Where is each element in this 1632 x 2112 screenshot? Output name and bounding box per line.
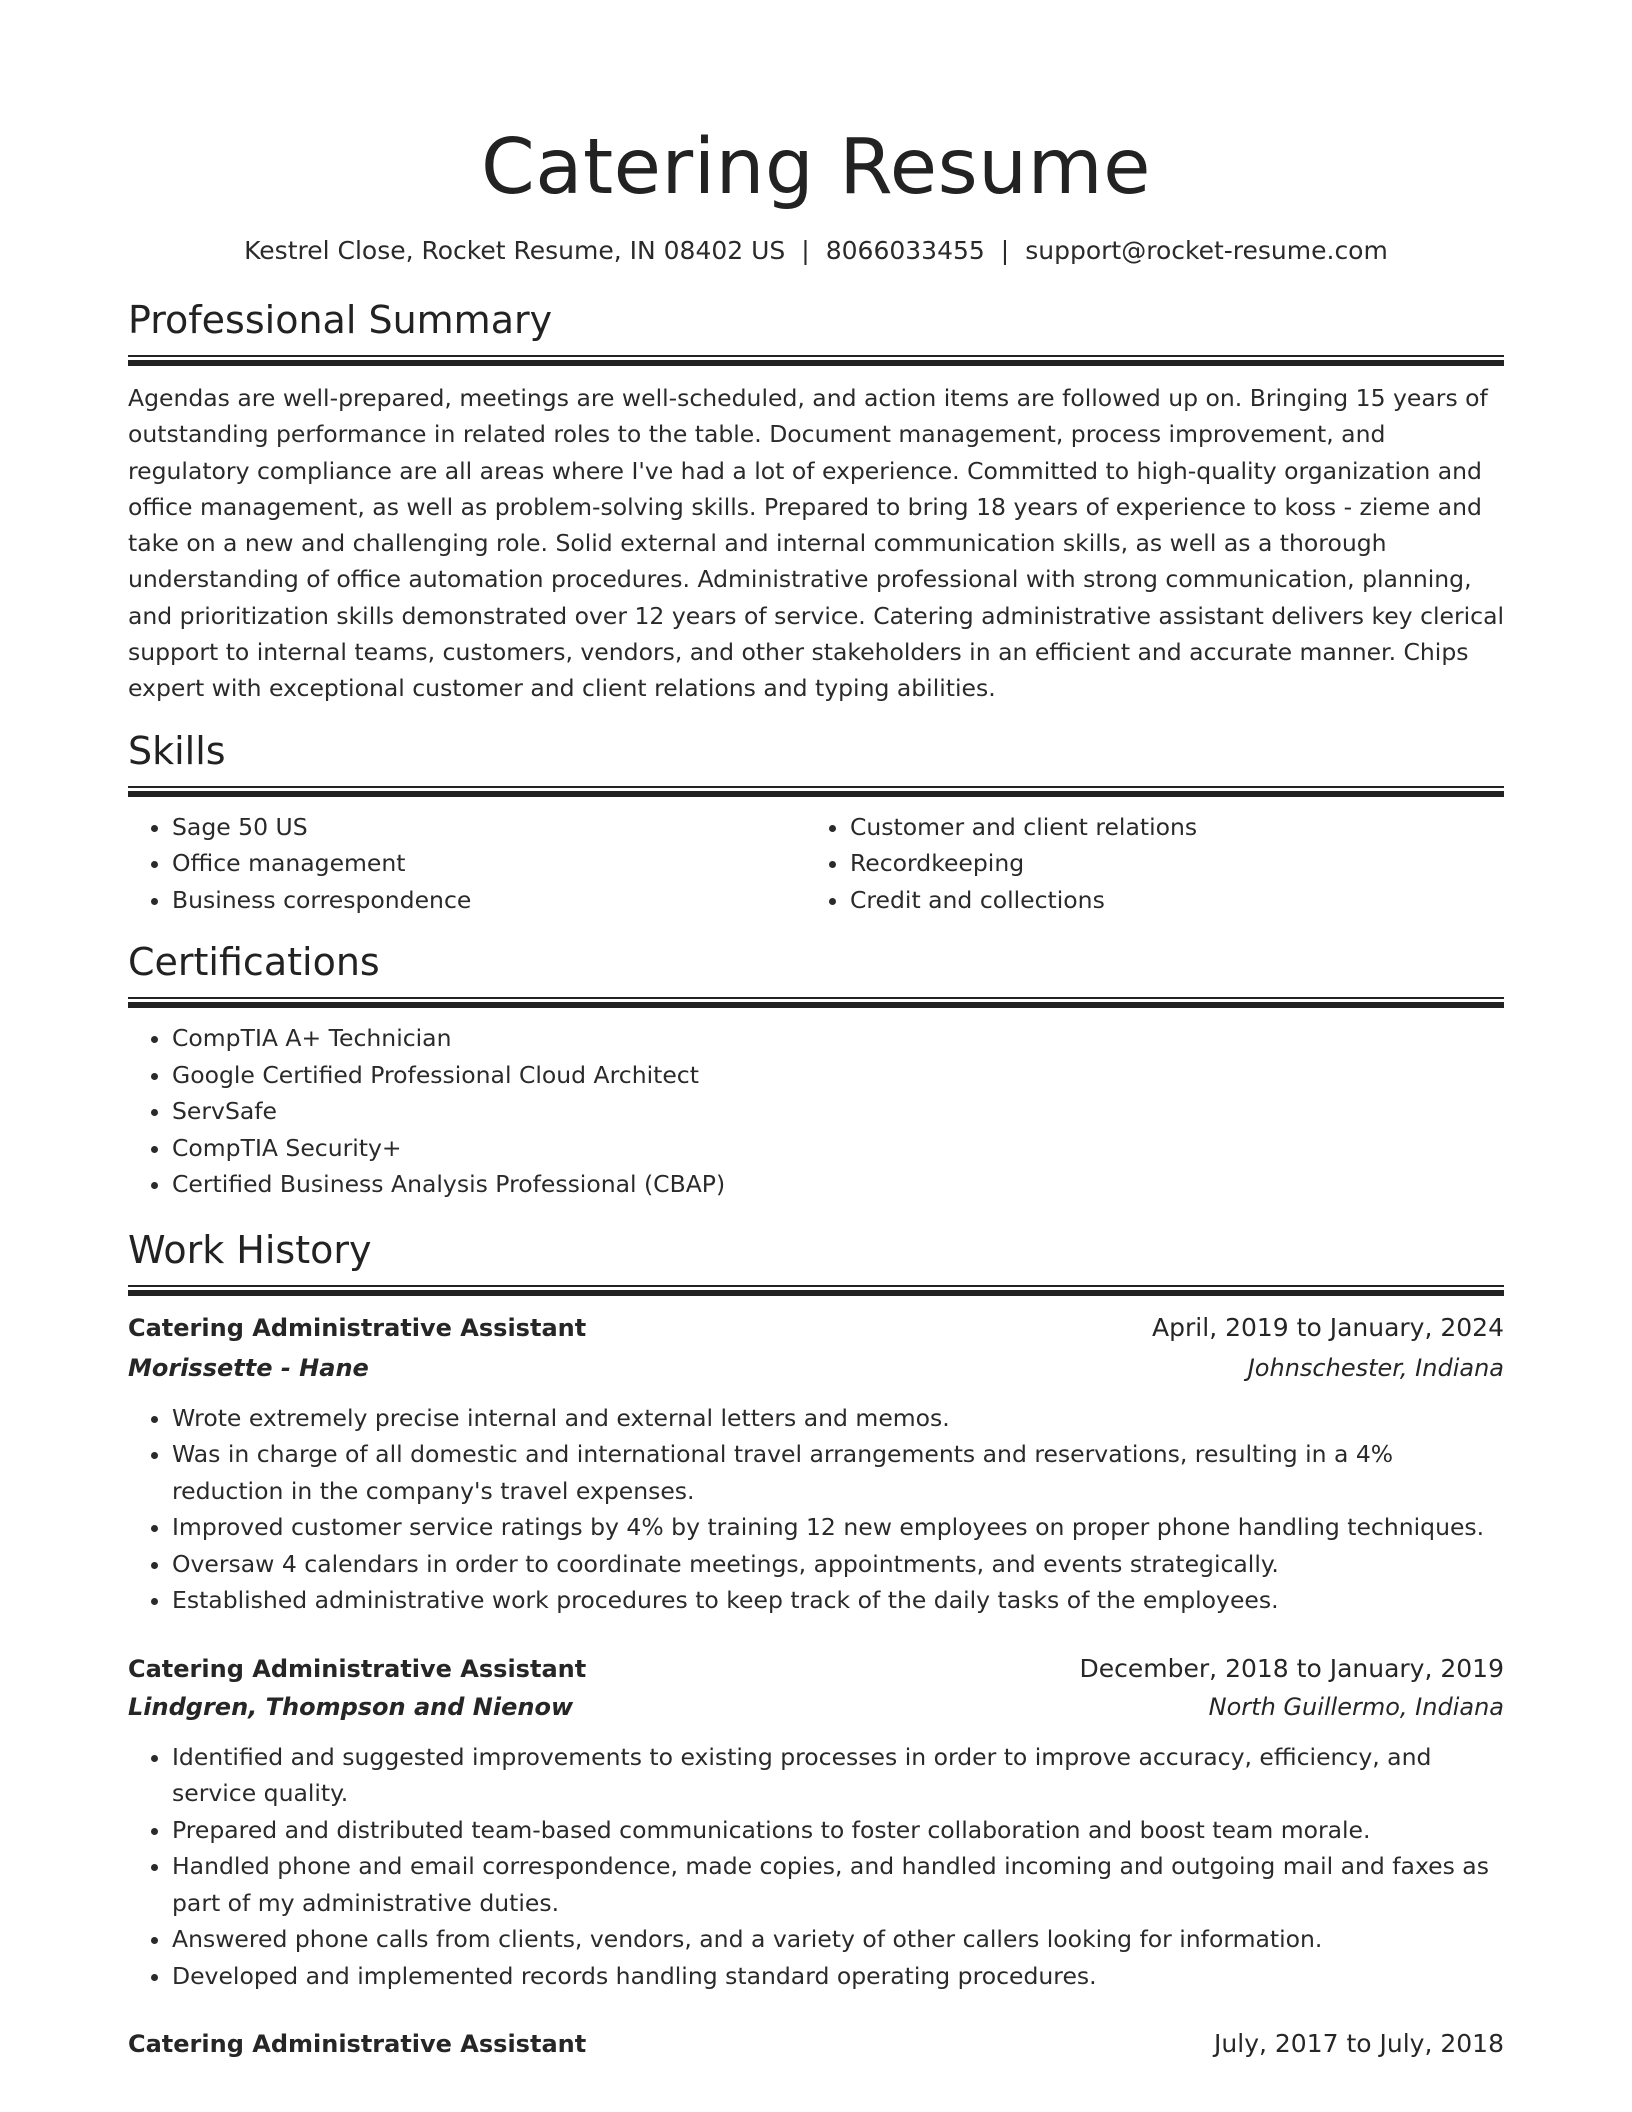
certification-item: • CompTIA A+ Technician [172,1020,1504,1057]
certification-item: • CompTIA Security+ [172,1130,1504,1167]
work-history-section [128,1227,1504,2063]
job-company: Lindgren, Thompson and Nienow [128,1692,574,1721]
job-entry [128,1651,1504,1995]
contact-separator: | [1000,236,1010,265]
section-title-summary: Professional Summary [128,298,553,342]
skills-section [128,728,1504,919]
job-bullet: • Prepared and distributed team-based communications to foster collaboration and boost team morale. [172,1812,1504,1849]
job-bullets [128,1739,1504,1995]
job-location: North Guillermo, Indiana [1208,1692,1504,1721]
section-title-work-history: Work History [128,1227,372,1272]
contact-line [128,236,1504,266]
section-title-certifications: Certifications [128,940,380,985]
skills-column-left [128,809,806,919]
job-bullet: • Oversaw 4 calendars in order to coordinate meetings, appointments, and events strategically. [172,1546,1504,1583]
job-dates: April, 2019 to January, 2024 [1152,1312,1504,1342]
skill-item: • Office management [172,845,806,882]
job-dates: December, 2018 to January, 2019 [1079,1653,1504,1683]
certification-item: • Google Certified Professional Cloud Architect [172,1057,1504,1094]
job-bullet: • Established administrative work procedures to keep track of the daily tasks of the employees. [172,1582,1504,1619]
certification-item: • ServSafe [172,1093,1504,1130]
summary-section [128,297,1504,707]
job-bullet: • Developed and implemented records handling standard operating procedures. [172,1958,1504,1995]
job-bullet: • Answered phone calls from clients, vendors, and a variety of other callers looking for information. [172,1921,1504,1958]
contact-separator: | [801,236,810,265]
skill-item: • Credit and collections [850,882,1484,919]
job-title: Catering Administrative Assistant [128,1313,587,1342]
certification-item: • Certified Business Analysis Professional (CBAP) [172,1166,1504,1203]
contact-email[interactable]: support@rocket-resume.com [1025,236,1388,265]
job-entry [128,1310,1504,1619]
job-bullet: • Wrote extremely precise internal and external letters and memos. [172,1400,1504,1437]
section-divider [128,355,1504,366]
resume-page [128,0,1504,2062]
skill-item: • Customer and client relations [850,809,1484,846]
section-divider [128,786,1504,797]
job-bullets [128,1400,1504,1619]
job-header [128,1651,1504,1687]
skills-columns [128,809,1504,919]
section-title-skills: Skills [128,728,226,773]
job-title: Catering Administrative Assistant [128,1654,587,1683]
job-title: Catering Administrative Assistant [128,2030,587,2059]
resume-title: Catering Resume [481,123,1151,212]
contact-address: Kestrel Close, Rocket Resume, IN 08402 US [244,236,786,265]
job-bullet: • Improved customer service ratings by 4% by training 12 new employees on proper phone handling techniques. [172,1509,1504,1546]
certifications-section [128,939,1504,1203]
section-divider [128,997,1504,1008]
contact-phone: 8066033455 [825,236,985,265]
job-header [128,1310,1504,1346]
job-entry [128,2026,1504,2062]
job-bullet: • Was in charge of all domestic and international travel arrangements and reservations, resulting in a 4% reduction in the company's travel expenses. [172,1436,1504,1509]
skill-item: • Recordkeeping [850,845,1484,882]
job-location: Johnschester, Indiana [1247,1353,1504,1382]
job-subheader [128,1350,1504,1386]
job-bullet: • Identified and suggested improvements to existing processes in order to improve accuracy, efficiency, and service quality. [172,1739,1504,1812]
job-header [128,2026,1504,2062]
section-divider [128,1285,1504,1296]
skill-item: • Business correspondence [172,882,806,919]
job-dates: July, 2017 to July, 2018 [1214,2029,1504,2059]
job-bullet: • Handled phone and email correspondence, made copies, and handled incoming and outgoing mail and faxes as part of my administrative duties. [172,1848,1504,1921]
job-subheader [128,1689,1504,1725]
skills-column-right [806,809,1484,919]
summary-text: Agendas are well-prepared, meetings are well-scheduled, and action items are followed up on. Bringing 15 years of outstanding performance in related roles to the table. Document management, process improvement, and regulatory compliance are all areas where I've had a lot of experience. Committed to high-quality organization and office management, as well as problem-solving skills. Prepared to bring 18 years of experience to koss - zieme and take on a new and challenging role. Solid external and internal communication skills, as well as a thorough understanding of office automation procedures. Administrative professional with strong communication, planning, and prioritization skills demonstrated over 12 years of service. Catering administrative assistant delivers key clerical support to internal teams, customers, vendors, and other stakeholders in an efficient and accurate manner. Chips expert with exceptional customer and client relations and typing abilities. [128,384,1505,703]
certifications-list [128,1020,1504,1203]
job-company: Morissette - Hane [128,1353,369,1382]
skill-item: • Sage 50 US [172,809,806,846]
